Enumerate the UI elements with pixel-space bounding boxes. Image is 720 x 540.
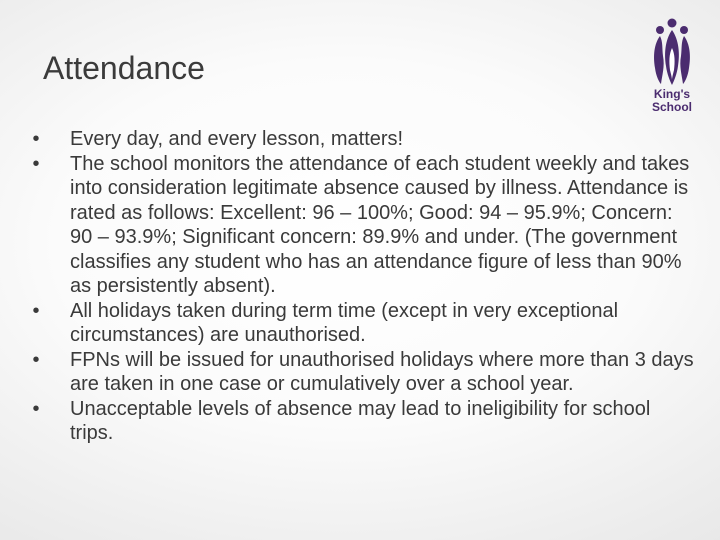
bullet-marker: • (32, 152, 40, 175)
bullet-text: All holidays taken during term time (except in very exceptional circumstances) are unauthorised. (70, 299, 619, 346)
list-item (26, 299, 696, 348)
bullet-marker: • (32, 397, 40, 420)
flame-figures-logo-icon (652, 18, 692, 86)
list-item (26, 152, 696, 299)
logo-text-line1: King's (653, 87, 691, 101)
logo-text-line2: School (651, 100, 692, 114)
bullet-text: Unacceptable levels of absence may lead to ineligibility for school trips. (70, 397, 651, 444)
bullet-text: FPNs will be issued for unauthorised holidays where more than 3 days are taken in one case or cumulatively over a school year. (70, 348, 694, 395)
slide-title: Attendance (43, 50, 205, 86)
bullet-marker: • (32, 299, 40, 322)
bullet-marker: • (32, 348, 40, 371)
list-item (26, 397, 696, 446)
school-logo (640, 18, 704, 118)
bullet-text: The school monitors the attendance of each student weekly and takes into consideration legitimate absence caused by illness. Attendance is rated as follows: Excellent: 96 – 100%; Good: 94 – 95.9%; Concern: 90 – 93.9%; Significant concern: 89.9% and under. (The government classifies any student who has an attendance figure of less than 90% as persistently absent). (70, 152, 690, 297)
bullet-text: Every day, and every lesson, matters! (70, 128, 404, 150)
bullet-marker: • (32, 128, 40, 150)
bullet-list (26, 127, 696, 446)
list-item (26, 348, 696, 397)
list-item (26, 127, 696, 152)
